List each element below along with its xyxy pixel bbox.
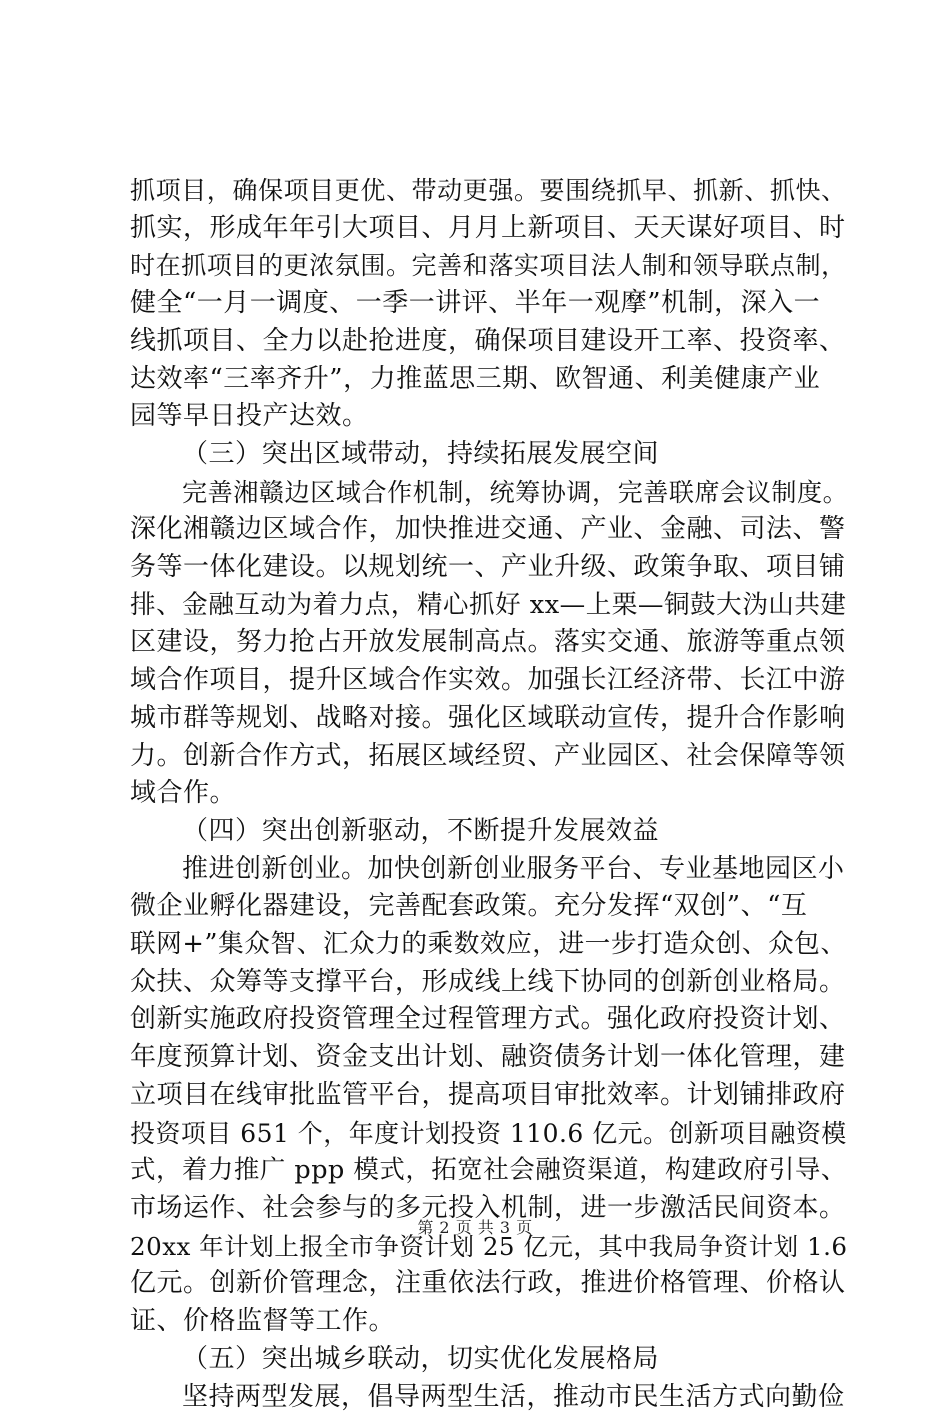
text-line: 园等早日投产达效。: [130, 398, 850, 436]
text-line: 年度预算计划、资金支出计划、融资债务计划一体化管理，建: [130, 1039, 850, 1077]
text-line: 微企业孵化器建设，完善配套政策。充分发挥“双创”、“互: [130, 888, 850, 926]
text-line: 联网+”集众智、汇众力的乘数效应，进一步打造众创、众包、: [130, 926, 850, 964]
text-line: 市场运作、社会参与的多元投入机制，进一步激活民间资本。: [130, 1190, 850, 1228]
section-heading: （三）突出区域带动，持续拓展发展空间: [130, 436, 850, 474]
text-line: 域合作项目，提升区域合作实效。加强长江经济带、长江中游: [130, 662, 850, 700]
text-line: 20xx 年计划上报全市争资计划 25 亿元，其中我局争资计划 1.6: [130, 1228, 850, 1266]
text-line: 创新实施政府投资管理全过程管理方式。强化政府投资计划、: [130, 1001, 850, 1039]
text-line: 亿元。创新价管理念，注重依法行政，推进价格管理、价格认: [130, 1265, 850, 1303]
text-line: 务等一体化建设。以规划统一、产业升级、政策争取、项目铺: [130, 549, 850, 587]
text-line: 健全“一月一调度、一季一讲评、半年一观摩”机制，深入一: [130, 285, 850, 323]
text-line: 区建设，努力抢占开放发展制高点。落实交通、旅游等重点领: [130, 624, 850, 662]
text-line: 推进创新创业。加快创新创业服务平台、专业基地园区小: [130, 851, 850, 889]
page-footer: 第 2 页 共 3 页: [0, 1215, 950, 1238]
section-heading: （四）突出创新驱动，不断提升发展效益: [130, 813, 850, 851]
text-line: 达效率“三率齐升”，力推蓝思三期、欧智通、利美健康产业: [130, 361, 850, 399]
text-line: 线抓项目、全力以赴抢进度，确保项目建设开工率、投资率、: [130, 323, 850, 361]
text-line: 时在抓项目的更浓氛围。完善和落实项目法人制和领导联点制，: [130, 247, 850, 285]
text-line: 抓实，形成年年引大项目、月月上新项目、天天谋好项目、时: [130, 210, 850, 248]
text-line: 证、价格监督等工作。: [130, 1303, 850, 1341]
text-line: 式，着力推广 ppp 模式，拓宽社会融资渠道，构建政府引导、: [130, 1152, 850, 1190]
text-line: 抓项目，确保项目更优、带动更强。要围绕抓早、抓新、抓快、: [130, 172, 850, 210]
text-line: 深化湘赣边区域合作，加快推进交通、产业、金融、司法、警: [130, 511, 850, 549]
text-line: 排、金融互动为着力点，精心抓好 xx—上栗—铜鼓大沩山共建: [130, 587, 850, 625]
text-line: 坚持两型发展，倡导两型生活，推动市民生活方式向勤俭: [130, 1379, 850, 1416]
text-line: 力。创新合作方式，拓展区域经贸、产业园区、社会保障等领: [130, 738, 850, 776]
text-line: 投资项目 651 个，年度计划投资 110.6 亿元。创新项目融资模: [130, 1115, 850, 1153]
text-line: 城市群等规划、战略对接。强化区域联动宣传，提升合作影响: [130, 700, 850, 738]
text-line: 众扶、众筹等支撑平台，形成线上线下协同的创新创业格局。: [130, 964, 850, 1002]
text-line: 域合作。: [130, 775, 850, 813]
text-line: 立项目在线审批监管平台，提高项目审批效率。计划铺排政府: [130, 1077, 850, 1115]
text-line: 完善湘赣边区域合作机制，统筹协调，完善联席会议制度。: [130, 474, 850, 512]
section-heading: （五）突出城乡联动，切实优化发展格局: [130, 1341, 850, 1379]
